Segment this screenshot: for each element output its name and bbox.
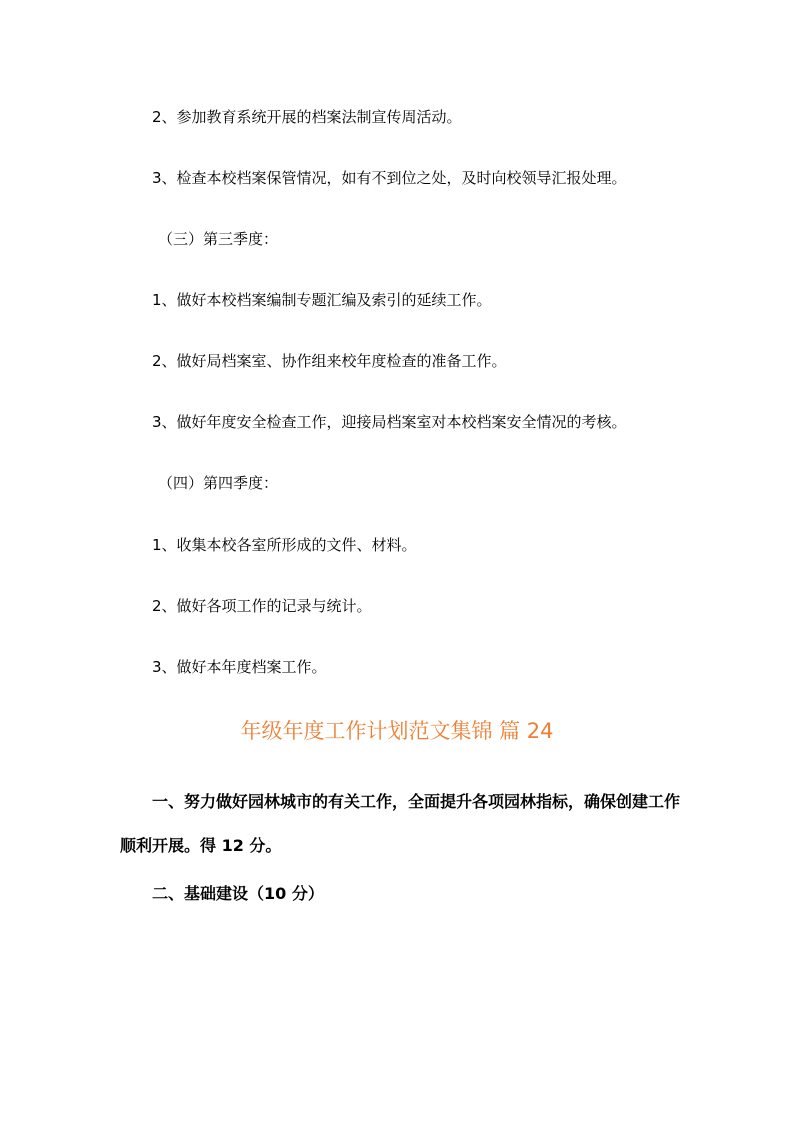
list-item: 2、参加教育系统开展的档案法制宣传周活动。 [152, 108, 462, 126]
section-title: 年级年度工作计划范文集锦 篇 24 [240, 719, 554, 743]
bold-paragraph: 一、努力做好园林城市的有关工作，全面提升各项园林指标，确保创建工作顺利开展。得 12 分。 [120, 792, 681, 855]
list-item: 3、做好年度安全检查工作，迎接局档案室对本校档案安全情况的考核。 [152, 413, 627, 431]
list-item: 2、做好局档案室、协作组来校年度检查的准备工作。 [152, 352, 507, 370]
list-item: 3、做好本年度档案工作。 [152, 658, 327, 676]
list-item: 1、收集本校各室所形成的文件、材料。 [152, 536, 417, 554]
subsection-heading-q3: （三）第三季度： [158, 230, 279, 248]
bold-paragraph-heading: 二、基础建设（10 分） [152, 884, 324, 903]
list-item: 3、检查本校档案保管情况，如有不到位之处，及时向校领导汇报处理。 [152, 169, 627, 187]
subsection-heading-q4: （四）第四季度： [158, 474, 279, 492]
list-item: 1、做好本校档案编制专题汇编及索引的延续工作。 [152, 291, 492, 309]
list-item: 2、做好各项工作的记录与统计。 [152, 597, 372, 615]
